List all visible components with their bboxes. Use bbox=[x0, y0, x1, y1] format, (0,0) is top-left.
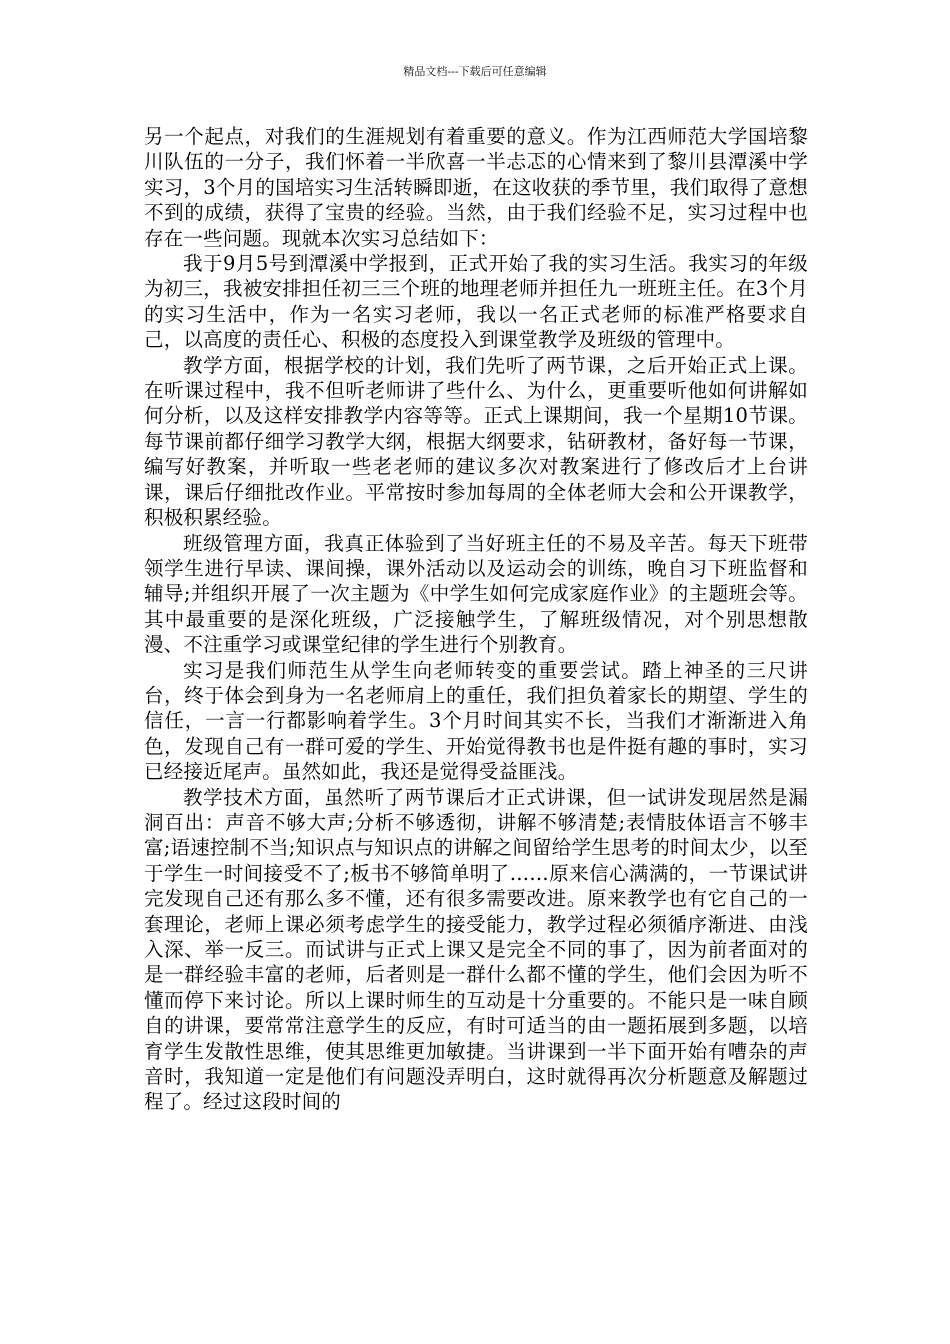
document-body bbox=[144, 124, 808, 1115]
paragraph-reflection: 实习是我们师范生从学生向老师转变的重要尝试。踏上神圣的三尺讲台，终于体会到身为一名老师肩上的重任，我们担负着家长的期望、学生的信任，一言一行都影响着学生。3个月时间其实不长，当我们才渐渐进入角色，发现自己有一群可爱的学生、开始觉得教书也是件挺有趣的事时，实习已经接近尾声。虽然如此，我还是觉得受益匪浅。 bbox=[144, 658, 808, 784]
paragraph-teaching-skills: 教学技术方面，虽然听了两节课后才正式讲课，但一试讲发现居然是漏洞百出：声音不够大声;分析不够透彻，讲解不够清楚;表情肢体语言不够丰富;语速控制不当;知识点与知识点的讲解之间留给学生思考的时间太少，以至于学生一时间接受不了;板书不够简单明了……原来信心满满的，一节课试讲完发现自己还有那么多不懂，还有很多需要改进。原来教学也有它自己的一套理论，老师上课必须考虑学生的接受能力，教学过程必须循序渐进、由浅入深、举一反三。而试讲与正式上课又是完全不同的事了，因为前者面对的是一群经验丰富的老师，后者则是一群什么都不懂的学生，他们会因为听不懂而停下来讨论。所以上课时师生的互动是十分重要的。不能只是一味自顾自的讲课，要常常注意学生的反应，有时可适当的由一题拓展到多题，以培育学生发散性思维，使其思维更加敏捷。当讲课到一半下面开始有嘈杂的声音时，我知道一定是他们有问题没弄明白，这时就得再次分析题意及解题过程了。经过这段时间的 bbox=[144, 785, 808, 1114]
paragraph-class-management: 班级管理方面，我真正体验到了当好班主任的不易及辛苦。每天下班带领学生进行早读、课间操，课外活动以及运动会的训练，晚自习下班监督和辅导;并组织开展了一次主题为《中学生如何完成家庭作业》的主题班会等。其中最重要的是深化班级，广泛接触学生，了解班级情况，对个别思想散漫、不注重学习或课堂纪律的学生进行个别教育。 bbox=[144, 531, 808, 657]
paragraph-teaching: 教学方面，根据学校的计划，我们先听了两节课，之后开始正式上课。在听课过程中，我不但听老师讲了些什么、为什么，更重要听他如何讲解如何分析，以及这样安排教学内容等等。正式上课期间，我一个星期10节课。每节课前都仔细学习教学大纲，根据大纲要求，钻研教材，备好每一节课，编写好教案，并听取一些老老师的建议多次对教案进行了修改后才上台讲课，课后仔细批改作业。平常按时参加每周的全体老师大会和公开课教学，积极积累经验。 bbox=[144, 353, 808, 530]
paragraph-internship-start: 我于9月5号到潭溪中学报到，正式开始了我的实习生活。我实习的年级为初三，我被安排担任初三三个班的地理老师并担任九一班班主任。在3个月的实习生活中，作为一名实习老师，我以一名正式老师的标准严格要求自己，以高度的责任心、积极的态度投入到课堂教学及班级的管理中。 bbox=[144, 252, 808, 352]
page-header: 精品文档---下载后可任意编辑 bbox=[403, 65, 547, 78]
paragraph-opening: 另一个起点，对我们的生涯规划有着重要的意义。作为江西师范大学国培黎川队伍的一分子，我们怀着一半欣喜一半忐忑的心情来到了黎川县潭溪中学实习，3个月的国培实习生活转瞬即逝，在这收获的季节里，我们取得了意想不到的成绩，获得了宝贵的经验。当然，由于我们经验不足，实习过程中也存在一些问题。现就本次实习总结如下： bbox=[144, 125, 808, 250]
